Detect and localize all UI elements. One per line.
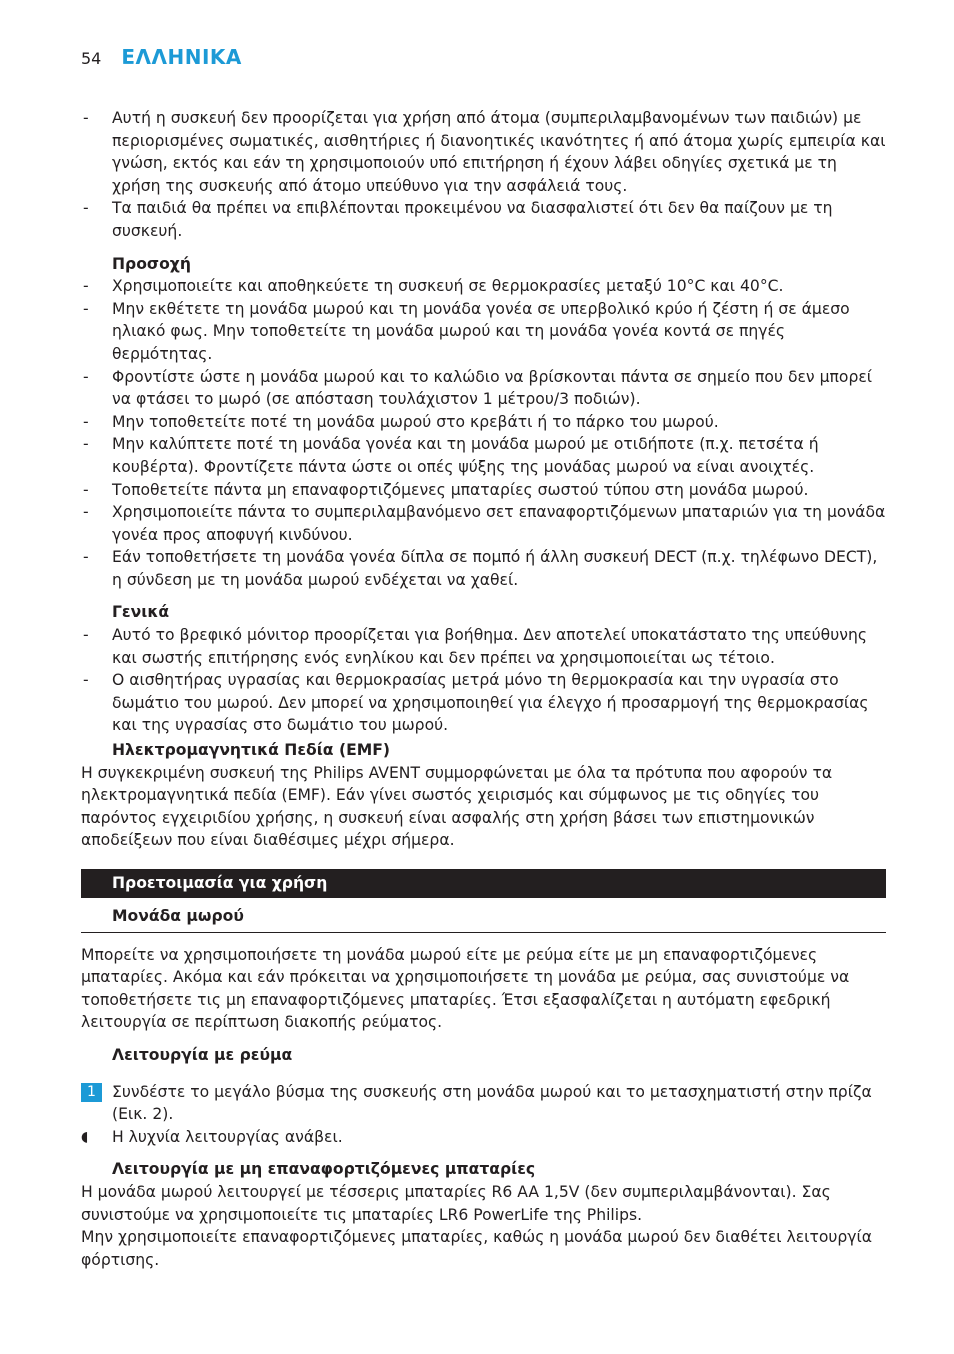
general-list [81,624,886,737]
battery-paragraph-1: Η μονάδα μωρού λειτουργεί με τέσσερις μπαταρίες R6 AA 1,5V (δεν συμπεριλαμβάνονται). Σας συνιστούμε να χρησιμοποιείτε τις μπαταρίες LR6 PowerLife της Philips. [81,1182,831,1224]
section-bar-preparation: Προετοιμασία για χρήση [81,869,886,898]
list-item: - Φροντίστε ώστε η μονάδα μωρού και το καλώδιο να βρίσκονται πάντα σε σημείο που δεν μπορεί να φτάσει το μωρό (σε απόσταση τουλάχιστον 1 μέτρου/3 ποδιών). [81,366,886,411]
list-item: - Αυτή η συσκευή δεν προορίζεται για χρήση από άτομα (συμπεριλαμβανομένων των παιδιών) με περιορισμένες σωματικές, αισθητήριες ή διανοητικές ικανότητες ή από άτομα χωρίς εμπειρία και γνώση, εκτός και εάν τη χρησιμοποιούν υπό επιτήρηση ή έχουν λάβει οδηγίες σχετικά με τη χρήση της συσκευής από άτομο υπεύθυνο για την ασφάλειά τους. [81,107,886,197]
general-heading: Γενικά [112,603,170,622]
step-1 [81,1081,886,1126]
list-item: - Μην τοποθετείτε ποτέ τη μονάδα μωρού στο κρεβάτι ή το πάρκο του μωρού. [81,411,886,434]
result-text: Η λυχνία λειτουργίας ανάβει. [112,1127,343,1146]
caution-heading: Προσοχή [112,254,191,273]
step-number-badge: 1 [81,1083,102,1102]
list-item: - Μην εκθέτετε τη μονάδα μωρού και τη μονάδα γονέα σε υπερβολικό κρύο ή ζέστη ή σε άμεσο ηλιακό φως. Μην τοποθετείτε τη μονάδα μωρού και τη μονάδα γονέα κοντά σε πηγές θερμότητας. [81,298,886,366]
intro-list [81,107,886,243]
list-item: - Χρησιμοποιείτε και αποθηκεύετε τη συσκευή σε θερμοκρασίες μεταξύ 10°C και 40°C. [81,275,886,298]
list-item: - Τα παιδιά θα πρέπει να επιβλέπονται προκειμένου να διασφαλιστεί ότι δεν θα παίζουν με τη συσκευή. [81,197,886,242]
baby-unit-paragraph: Μπορείτε να χρησιμοποιήσετε τη μονάδα μωρού είτε με ρεύμα είτε με μη επαναφορτιζόμενες μπαταρίες. Ακόμα και εάν πρόκειται να χρησιμοποιήσετε τη μονάδα με ρεύμα, σας συνιστούμε να τοποθετήσετε τις μη επαναφορτιζόμενες μπαταρίες. Έτσι εξασφαλίζεται η αυτόματη εφεδρική λειτουργία σε περίπτωση διακοπής ρεύματος. [81,945,850,1032]
list-item: - Ο αισθητήρας υγρασίας και θερμοκρασίας μετρά μόνο τη θερμοκρασία και την υγρασία στο δωμάτιο του μωρού. Δεν μπορεί να χρησιμοποιηθεί για έλεγχο ή προσαρμογή της θερμοκρασίας και της υγρασίας στο δωμάτιο του μωρού. [81,669,886,737]
battery-paragraph-2: Μην χρησιμοποιείτε επαναφορτιζόμενες μπαταρίες, καθώς η μονάδα μωρού δεν διαθέτει λειτουργία φόρτισης. [81,1228,873,1269]
list-item: - Τοποθετείτε πάντα μη επαναφορτιζόμενες μπαταρίες σωστού τύπου στη μονάδα μωρού. [81,479,886,502]
emf-paragraph: Η συγκεκριμένη συσκευή της Philips AVENT συμμορφώνεται με όλα τα πρότυπα που αφορούν τα ηλεκτρομαγνητικά πεδία (EMF). Εάν γίνει σωστός χειρισμός και σύμφωνος με τις οδηγίες του παρόντος εγχειριδίου χρήσης, η συσκευή είναι ασφαλής στη χρήση βάσει των επιστημονικών αποδείξεων που είναι διαθέσιμες μέχρι σήμερα. [81,763,833,850]
list-item: - Μην καλύπτετε ποτέ τη μονάδα γονέα και τη μονάδα μωρού με οτιδήποτε (π.χ. πετσέτα ή κουβέρτα). Φροντίζετε πάντα ώστε οι οπές ψύξης της μονάδας μωρού να είναι ανοιχτές. [81,433,886,478]
mains-heading: Λειτουργία με ρεύμα [112,1045,293,1064]
page-number: 54 [81,49,102,68]
page-header [81,46,242,76]
caution-list [81,275,886,591]
battery-heading: Λειτουργία με μη επαναφορτιζόμενες μπαταρίες [112,1160,536,1179]
list-item: - Χρησιμοποιείτε πάντα το συμπεριλαμβανόμενο σετ επαναφορτιζόμενων μπαταριών για τη μονάδα γονέα προς αποφυγή κινδύνου. [81,501,886,546]
step-text: Συνδέστε το μεγάλο βύσμα της συσκευής στη μονάδα μωρού και το μετασχηματιστή στην πρίζα (Εικ. 2). [112,1082,872,1124]
step-result [81,1126,886,1149]
language-title: ΕΛΛΗΝΙΚΑ [121,45,242,69]
list-item: - Αυτό το βρεφικό μόνιτορ προορίζεται για βοήθημα. Δεν αποτελεί υποκατάστατο της υπεύθυνης και σωστής επιτήρησης ενός ενηλίκου και δεν πρέπει να χρησιμοποιείται ως τέτοιο. [81,624,886,669]
result-arrow-icon: ◖ [81,1128,89,1145]
list-item: - Εάν τοποθετήσετε τη μονάδα γονέα δίπλα σε πομπό ή άλλη συσκευή DECT (π.χ. τηλέφωνο DECT), η σύνδεση με τη μονάδα μωρού ενδέχεται να χαθεί. [81,546,886,591]
emf-heading: Ηλεκτρομαγνητικά Πεδία (EMF) [112,741,391,760]
page-content [81,107,886,1271]
baby-unit-heading: Μονάδα μωρού [81,905,886,933]
